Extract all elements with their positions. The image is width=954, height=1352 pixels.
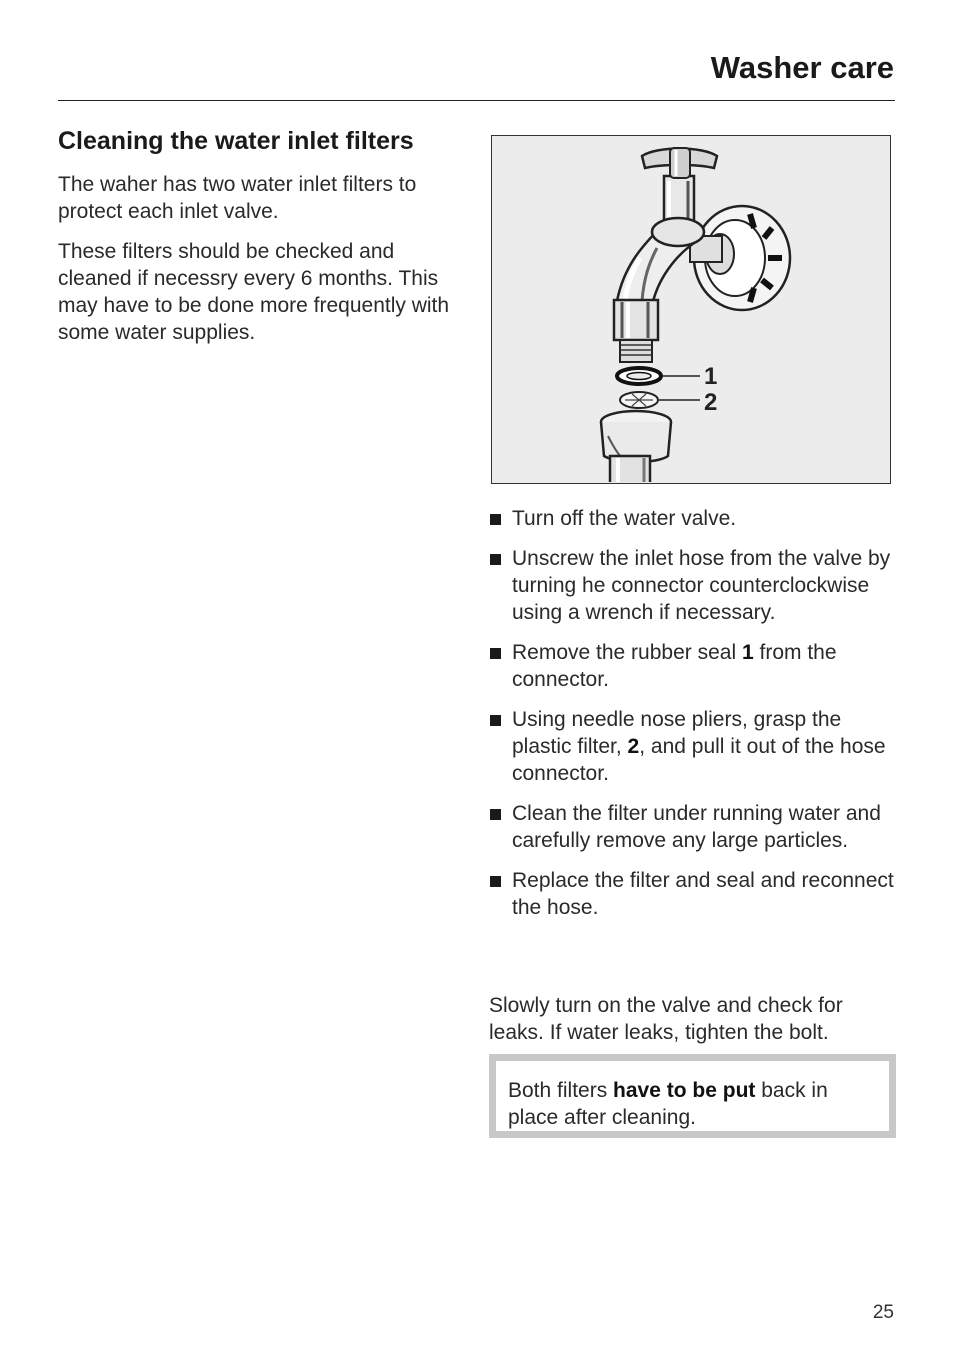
valve-hose-diagram — [492, 136, 889, 482]
step-pull-filter — [489, 706, 899, 787]
intro-section — [58, 125, 458, 359]
step-remove-seal — [489, 639, 899, 693]
instruction-list — [489, 505, 899, 934]
hose-nut — [614, 300, 658, 362]
step-text — [512, 706, 899, 787]
step-clean-filter — [489, 800, 899, 854]
page-header-title: Washer care — [710, 50, 894, 85]
valve-illustration — [491, 135, 891, 484]
note-emphasis: have to be put — [613, 1079, 756, 1102]
hose-connector — [601, 411, 671, 482]
seal-reference-number: 1 — [741, 641, 754, 664]
rubber-seal-part — [617, 368, 700, 384]
step-text: Clean the filter under running water and carefully remove any large particles. — [512, 802, 881, 852]
header-divider — [58, 100, 895, 101]
step-text — [512, 639, 899, 693]
note-text-end: back in place after cleaning. — [508, 1079, 828, 1129]
note-box — [489, 1054, 896, 1138]
step-text: Turn off the water valve. — [512, 507, 737, 530]
step-text-start: Using needle nose pliers, grasp the plastic filter, — [512, 708, 842, 758]
callout-seal-number: 1 — [704, 363, 718, 390]
schedule-paragraph: These filters should be checked and cleaned if necessry every 6 months. This may have to be done more frequently with some water supplies. — [58, 240, 450, 344]
bullet-icon — [489, 867, 512, 921]
note-text — [496, 1061, 889, 1131]
step-text: Unscrew the inlet hose from the valve by turning he connector counterclockwise using a wrench if necessary. — [512, 547, 891, 624]
page-number: 25 — [872, 1302, 894, 1323]
intro-paragraph: The waher has two water inlet filters to protect each inlet valve. — [58, 173, 417, 223]
bullet-icon — [489, 639, 512, 693]
step-text-end: , and pull it out of the hose connector. — [512, 735, 886, 785]
step-text-end: from the connector. — [512, 641, 837, 691]
step-text: Replace the filter and seal and reconnect the hose. — [512, 869, 894, 919]
step-text-start: Remove the rubber seal — [512, 641, 742, 664]
valve-handle — [642, 148, 717, 178]
note-text-start: Both filters — [508, 1079, 614, 1102]
bullet-icon — [489, 800, 512, 854]
section-title: Cleaning the water inlet filters — [58, 127, 414, 155]
plastic-filter-part — [620, 392, 700, 408]
bullet-icon — [489, 706, 512, 787]
filter-reference-number: 2 — [627, 735, 640, 758]
bullet-icon — [489, 545, 512, 626]
closing-paragraph: Slowly turn on the valve and check for leaks. If water leaks, tighten the bolt. — [489, 994, 843, 1044]
bullet-icon — [489, 505, 512, 532]
step-replace-filter — [489, 867, 899, 921]
callout-filter-number: 2 — [704, 389, 718, 416]
step-turn-off-valve — [489, 505, 899, 532]
step-unscrew-hose — [489, 545, 899, 626]
